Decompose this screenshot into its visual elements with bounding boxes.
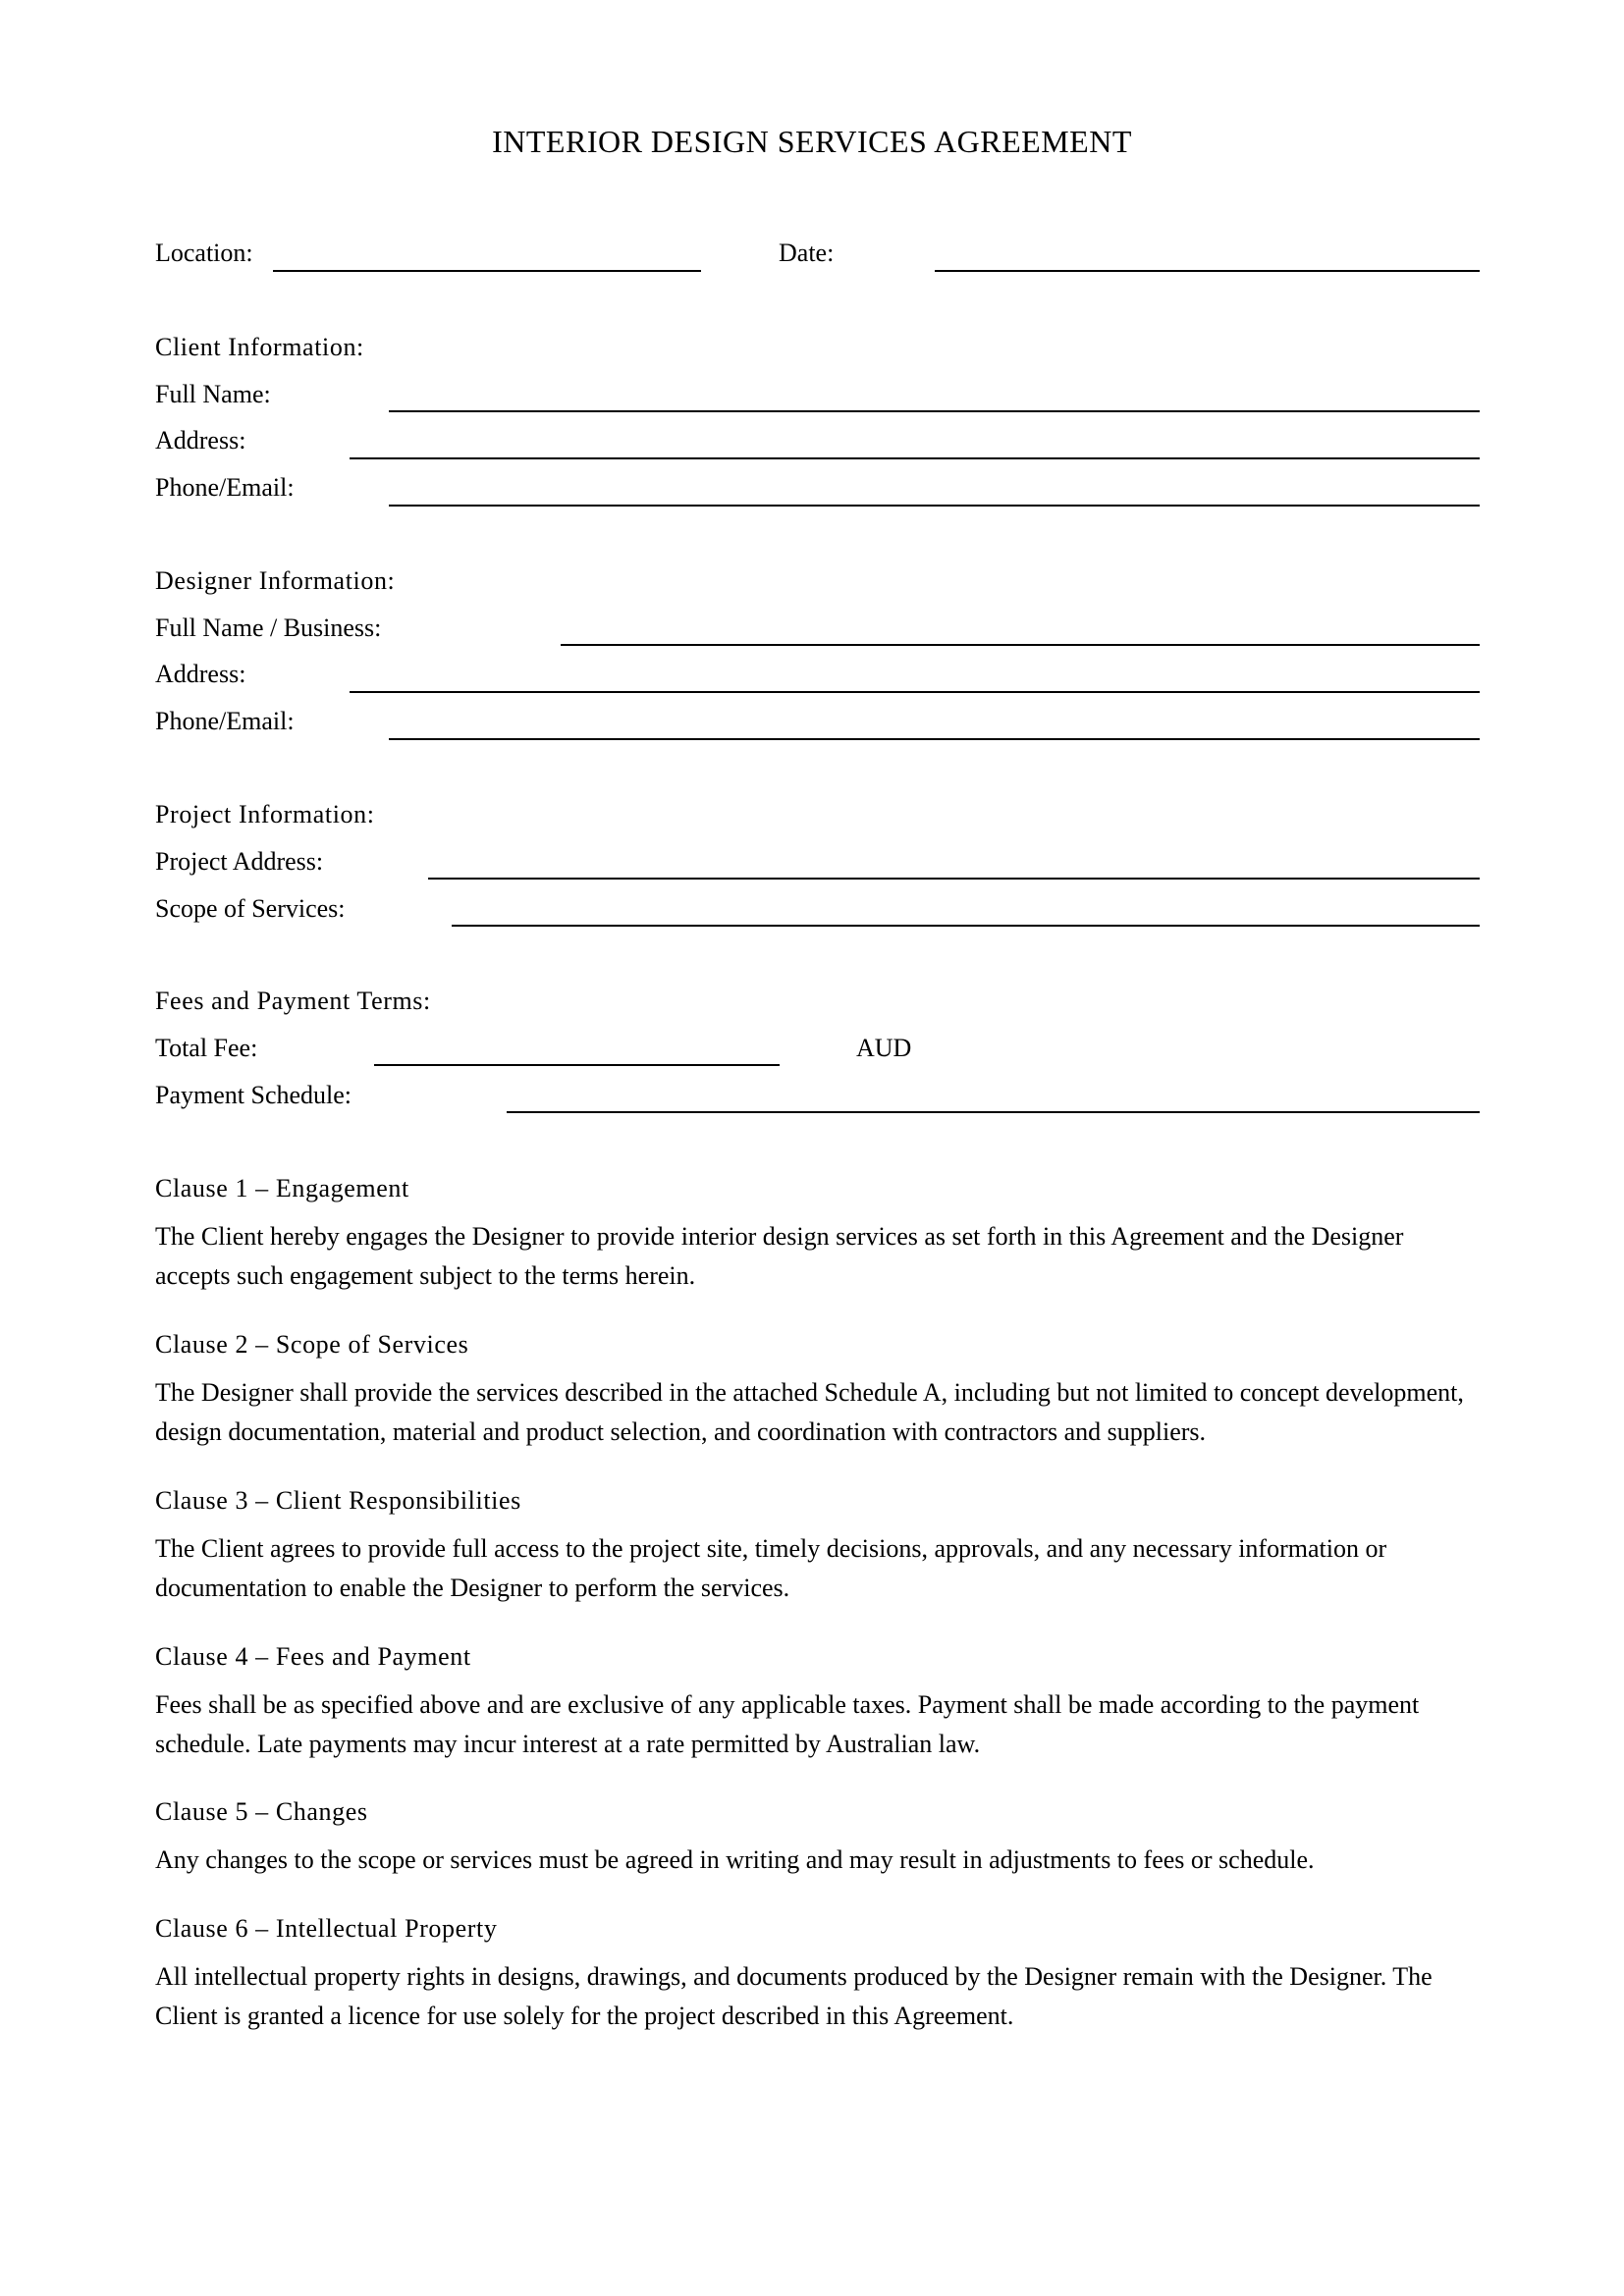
clause-3-body: The Client agrees to provide full access to the project site, timely decisions, approvals, and any necessary information or documentation to enable the Designer to perform the services. xyxy=(155,1534,1387,1602)
designer-contact-label: Phone/Email: xyxy=(155,707,295,735)
clause-5-body: Any changes to the scope or services must be agreed in writing and may result in adjustments to fees or schedule. xyxy=(155,1845,1315,1874)
client-contact-field[interactable] xyxy=(389,505,1480,507)
total-fee-field[interactable] xyxy=(374,1064,780,1066)
scope-of-services-field[interactable] xyxy=(452,925,1480,927)
project-address-label: Project Address: xyxy=(155,847,324,876)
client-address-field[interactable] xyxy=(350,457,1480,459)
clause-6-heading: Clause 6 – Intellectual Property xyxy=(155,1914,498,1943)
project-info-heading: Project Information: xyxy=(155,800,375,828)
clause-3-heading: Clause 3 – Client Responsibilities xyxy=(155,1486,521,1515)
currency-label: AUD xyxy=(856,1034,912,1062)
location-field[interactable] xyxy=(273,270,701,272)
designer-contact-field[interactable] xyxy=(389,738,1480,740)
document-title: INTERIOR DESIGN SERVICES AGREEMENT xyxy=(492,124,1132,159)
designer-address-field[interactable] xyxy=(350,691,1480,693)
designer-info-heading: Designer Information: xyxy=(155,566,396,595)
designer-address-label: Address: xyxy=(155,660,246,688)
project-address-field[interactable] xyxy=(428,878,1480,880)
client-full-name-label: Full Name: xyxy=(155,380,271,408)
clause-2-heading: Clause 2 – Scope of Services xyxy=(155,1330,469,1359)
clause-1-heading: Clause 1 – Engagement xyxy=(155,1174,409,1202)
client-info-heading: Client Information: xyxy=(155,333,364,361)
location-label: Location: xyxy=(155,239,253,267)
clause-4-heading: Clause 4 – Fees and Payment xyxy=(155,1642,471,1671)
client-contact-label: Phone/Email: xyxy=(155,473,295,502)
payment-schedule-label: Payment Schedule: xyxy=(155,1081,352,1109)
scope-of-services-label: Scope of Services: xyxy=(155,894,346,923)
client-full-name-field[interactable] xyxy=(389,410,1480,412)
clause-2-body: The Designer shall provide the services described in the attached Schedule A, including but not limited to concept development, design documentation, material and product selection, and coordination with contractors and suppliers. xyxy=(155,1378,1464,1446)
date-field[interactable] xyxy=(935,270,1480,272)
client-address-label: Address: xyxy=(155,426,246,454)
payment-schedule-field[interactable] xyxy=(507,1111,1480,1113)
clause-4-body: Fees shall be as specified above and are exclusive of any applicable taxes. Payment shall be made according to the payment schedule. Late payments may incur interest at a rate permitted by Australian law. xyxy=(155,1690,1420,1758)
date-label: Date: xyxy=(779,239,835,267)
designer-full-name-label: Full Name / Business: xyxy=(155,614,382,642)
clause-5-heading: Clause 5 – Changes xyxy=(155,1797,368,1826)
total-fee-label: Total Fee: xyxy=(155,1034,258,1062)
clause-6-body: All intellectual property rights in designs, drawings, and documents produced by the Designer remain with the Designer. The Client is granted a licence for use solely for the project described in this Agreement. xyxy=(155,1962,1433,2030)
designer-full-name-field[interactable] xyxy=(561,644,1480,646)
fees-heading: Fees and Payment Terms: xyxy=(155,987,431,1015)
clause-1-body: The Client hereby engages the Designer to provide interior design services as set forth in this Agreement and the Designer accepts such engagement subject to the terms herein. xyxy=(155,1222,1404,1290)
